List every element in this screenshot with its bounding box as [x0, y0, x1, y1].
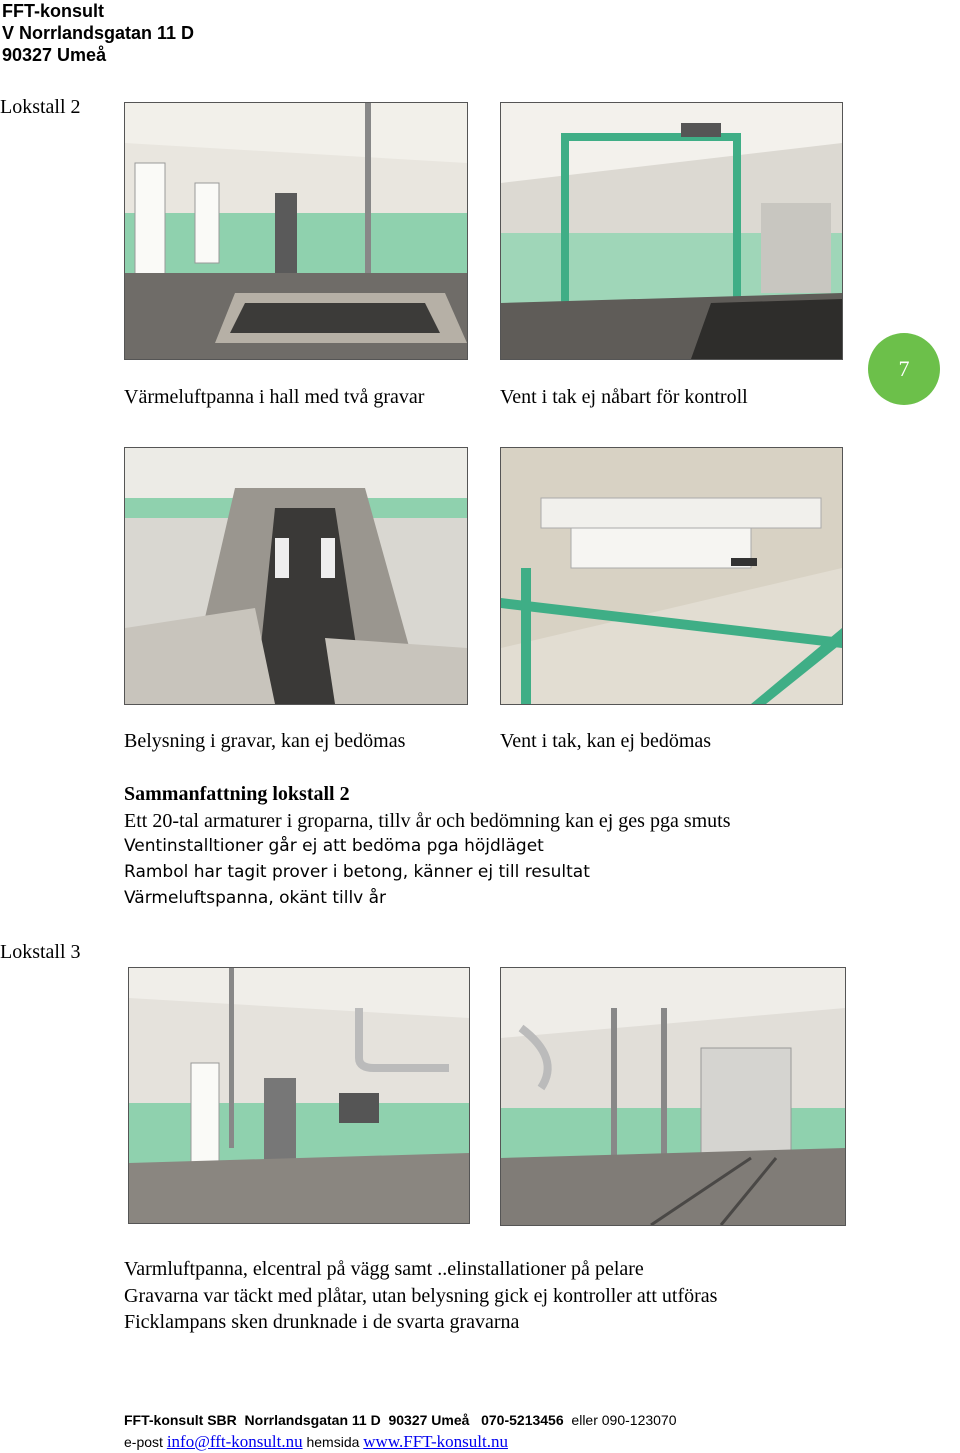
summary-line-4: Värmeluftspanna, okänt tillv år	[124, 888, 387, 908]
note-line-1: Varmluftpanna, elcentral på vägg samt ..elinstallationer på pelare	[124, 1258, 644, 1280]
footer-contact	[124, 1432, 508, 1452]
note-line-3: Ficklampans sken drunknade i de svarta gravarna	[124, 1311, 520, 1333]
footer-phone-alt: eller 090-123070	[563, 1412, 677, 1428]
footer-email-label: e-post	[124, 1434, 167, 1450]
header-city: 90327 Umeå	[2, 45, 107, 65]
photo-ceiling-vent	[500, 102, 843, 360]
photo-ceiling-ducts	[500, 447, 843, 705]
summary-line-3: Rambol har tagit prover i betong, känner ej till resultat	[124, 862, 590, 882]
photo-pit-lighting	[124, 447, 468, 705]
note-line-2: Gravarna var täckt med plåtar, utan belysning gick ej kontroller att utföras	[124, 1285, 718, 1307]
summary-title: Sammanfattning lokstall 2	[124, 783, 350, 805]
caption-photo-3: Belysning i gravar, kan ej bedömas	[124, 730, 406, 752]
photo-lokstall-3-hall	[500, 967, 846, 1226]
section-title-lokstall-3: Lokstall 3	[0, 941, 81, 963]
footer-address-bold: FFT-konsult SBR Norrlandsgatan 11 D 90327 Umeå 070-5213456	[124, 1412, 564, 1428]
summary-line-1: Ett 20-tal armaturer i groparna, tillv år och bedömning kan ej ges pga smuts	[124, 810, 731, 832]
summary-line-2: Ventinstalltioner går ej att bedöma pga höjdläget	[124, 836, 544, 856]
photo-lokstall-3-heater	[128, 967, 470, 1224]
header-company: FFT-konsult	[2, 1, 104, 21]
caption-photo-2: Vent i tak ej nåbart för kontroll	[500, 386, 748, 408]
header-street: V Norrlandsgatan 11 D	[2, 23, 195, 43]
footer-address	[124, 1412, 677, 1428]
photo-hall-two-pits	[124, 102, 468, 360]
caption-photo-1: Värmeluftpanna i hall med två gravar	[124, 386, 425, 408]
footer-email-link[interactable]: info@fft-konsult.nu	[166, 1432, 303, 1451]
section-title-lokstall-2: Lokstall 2	[0, 96, 81, 118]
page-number-badge: 7	[868, 333, 940, 405]
caption-photo-4: Vent i tak, kan ej bedömas	[500, 730, 712, 752]
footer-web-link[interactable]: www.FFT-konsult.nu	[363, 1432, 508, 1451]
footer-web-label: hemsida	[302, 1434, 364, 1450]
